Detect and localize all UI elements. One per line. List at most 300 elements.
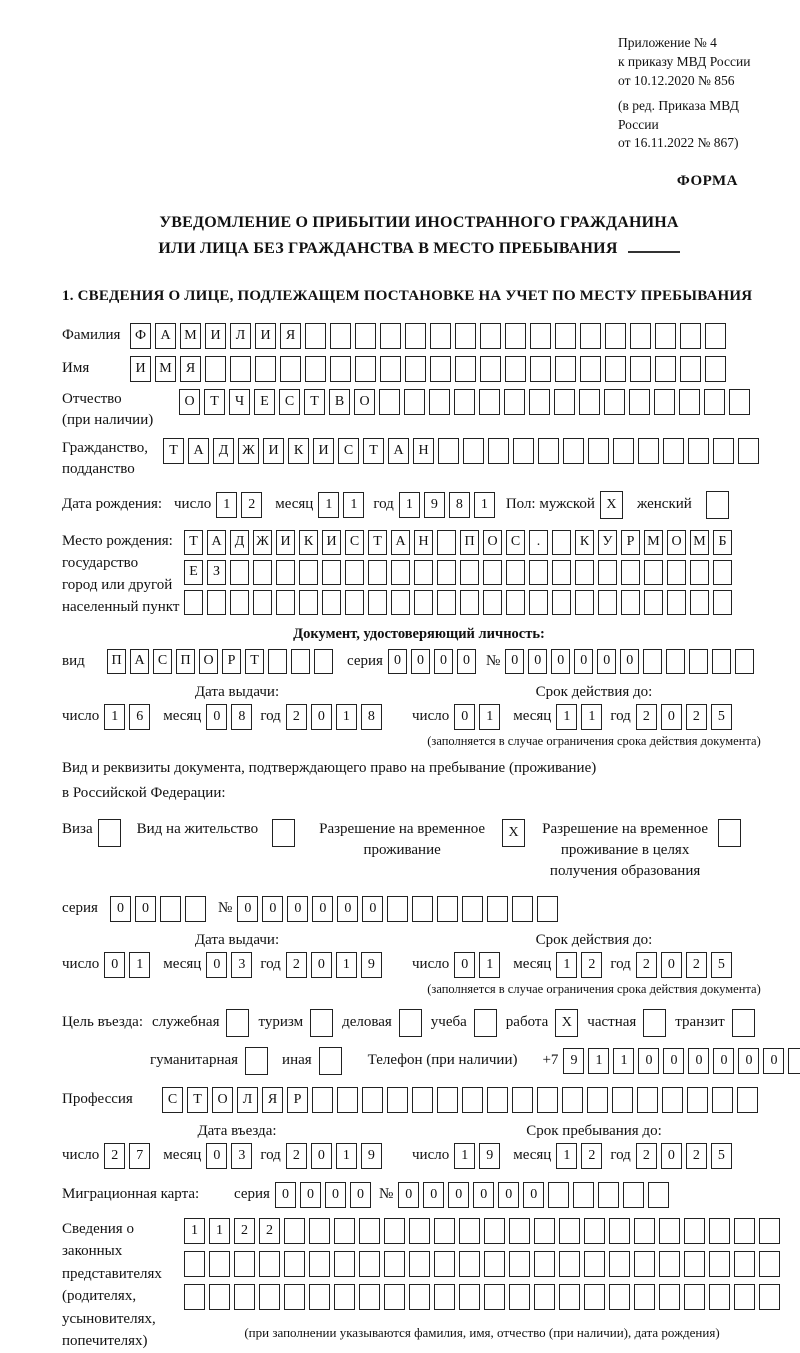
char-cell[interactable]: 9 (424, 492, 445, 518)
char-cell[interactable] (659, 1218, 680, 1244)
char-cell[interactable] (253, 590, 272, 615)
char-cell[interactable] (209, 1284, 230, 1310)
char-cell[interactable] (380, 356, 401, 382)
char-cell[interactable]: 1 (581, 704, 602, 730)
char-cell[interactable] (384, 1218, 405, 1244)
char-cell[interactable] (505, 356, 526, 382)
char-cell[interactable] (584, 1284, 605, 1310)
char-cell[interactable] (598, 560, 617, 585)
char-cell[interactable]: 1 (129, 952, 150, 978)
char-cell[interactable]: Д (230, 530, 249, 555)
phone-cells[interactable] (563, 1048, 800, 1074)
char-cell[interactable]: 0 (434, 649, 453, 674)
char-cell[interactable] (184, 1284, 205, 1310)
char-cell[interactable]: Т (184, 530, 203, 555)
char-cell[interactable] (399, 1009, 422, 1037)
char-cell[interactable]: 0 (275, 1182, 296, 1208)
char-cell[interactable]: 2 (241, 492, 262, 518)
char-cell[interactable]: Л (237, 1087, 258, 1113)
char-cell[interactable] (355, 356, 376, 382)
char-cell[interactable] (534, 1251, 555, 1277)
char-cell[interactable]: 0 (362, 896, 383, 922)
char-cell[interactable] (587, 1087, 608, 1113)
sex-male-checkbox[interactable] (600, 491, 623, 519)
char-cell[interactable] (276, 560, 295, 585)
char-cell[interactable] (629, 389, 650, 415)
char-cell[interactable]: 1 (454, 1143, 475, 1169)
firstname-cells[interactable] (130, 356, 726, 382)
char-cell[interactable] (384, 1284, 405, 1310)
char-cell[interactable] (709, 1284, 730, 1310)
char-cell[interactable] (368, 560, 387, 585)
char-cell[interactable] (584, 1218, 605, 1244)
char-cell[interactable] (405, 356, 426, 382)
char-cell[interactable] (529, 590, 548, 615)
char-cell[interactable]: 1 (104, 704, 125, 730)
char-cell[interactable] (613, 438, 634, 464)
char-cell[interactable]: 2 (581, 952, 602, 978)
purpose-transit-checkbox[interactable] (732, 1009, 755, 1037)
char-cell[interactable] (160, 896, 181, 922)
char-cell[interactable] (284, 1251, 305, 1277)
char-cell[interactable] (530, 356, 551, 382)
char-cell[interactable] (412, 1087, 433, 1113)
char-cell[interactable] (272, 819, 295, 847)
char-cell[interactable] (488, 438, 509, 464)
char-cell[interactable]: 0 (454, 952, 475, 978)
char-cell[interactable] (621, 590, 640, 615)
char-cell[interactable] (718, 819, 741, 847)
char-cell[interactable]: 0 (597, 649, 616, 674)
char-cell[interactable]: П (107, 649, 126, 674)
char-cell[interactable] (387, 1087, 408, 1113)
char-cell[interactable] (655, 323, 676, 349)
char-cell[interactable] (732, 1009, 755, 1037)
purpose-other-checkbox[interactable] (319, 1047, 342, 1075)
char-cell[interactable] (709, 1218, 730, 1244)
char-cell[interactable] (259, 1251, 280, 1277)
char-cell[interactable] (487, 896, 508, 922)
char-cell[interactable]: Т (363, 438, 384, 464)
char-cell[interactable]: 0 (337, 896, 358, 922)
char-cell[interactable] (552, 560, 571, 585)
stay-month-cells[interactable] (556, 1143, 602, 1169)
char-cell[interactable]: 0 (411, 649, 430, 674)
char-cell[interactable] (709, 1251, 730, 1277)
char-cell[interactable]: С (338, 438, 359, 464)
char-cell[interactable]: 0 (528, 649, 547, 674)
birth-year-cells[interactable] (399, 492, 495, 518)
char-cell[interactable]: 0 (206, 704, 227, 730)
char-cell[interactable]: 2 (234, 1218, 255, 1244)
birth-day-cells[interactable] (216, 492, 262, 518)
char-cell[interactable] (312, 1087, 333, 1113)
char-cell[interactable]: Ф (130, 323, 151, 349)
char-cell[interactable]: Т (163, 438, 184, 464)
char-cell[interactable] (644, 590, 663, 615)
char-cell[interactable] (209, 1251, 230, 1277)
char-cell[interactable]: 0 (713, 1048, 734, 1074)
char-cell[interactable] (504, 389, 525, 415)
char-cell[interactable]: И (263, 438, 284, 464)
purpose-tourism-checkbox[interactable] (310, 1009, 333, 1037)
valid-day-cells[interactable] (454, 952, 500, 978)
char-cell[interactable] (268, 649, 287, 674)
char-cell[interactable]: О (212, 1087, 233, 1113)
char-cell[interactable]: Я (262, 1087, 283, 1113)
char-cell[interactable] (322, 590, 341, 615)
char-cell[interactable]: З (207, 560, 226, 585)
char-cell[interactable] (659, 1284, 680, 1310)
char-cell[interactable] (648, 1182, 669, 1208)
char-cell[interactable]: 2 (636, 952, 657, 978)
char-cell[interactable]: П (460, 530, 479, 555)
char-cell[interactable]: П (176, 649, 195, 674)
issue-day-cells[interactable] (104, 704, 150, 730)
char-cell[interactable]: 0 (620, 649, 639, 674)
char-cell[interactable]: 1 (336, 704, 357, 730)
char-cell[interactable] (459, 1251, 480, 1277)
char-cell[interactable] (345, 590, 364, 615)
char-cell[interactable]: 0 (104, 952, 125, 978)
char-cell[interactable] (662, 1087, 683, 1113)
char-cell[interactable] (309, 1284, 330, 1310)
char-cell[interactable] (462, 896, 483, 922)
char-cell[interactable] (604, 389, 625, 415)
char-cell[interactable] (414, 560, 433, 585)
char-cell[interactable]: 0 (523, 1182, 544, 1208)
char-cell[interactable] (684, 1251, 705, 1277)
char-cell[interactable] (234, 1284, 255, 1310)
char-cell[interactable]: И (205, 323, 226, 349)
char-cell[interactable] (284, 1284, 305, 1310)
char-cell[interactable]: 1 (399, 492, 420, 518)
char-cell[interactable] (462, 1087, 483, 1113)
char-cell[interactable]: 0 (551, 649, 570, 674)
char-cell[interactable] (680, 323, 701, 349)
char-cell[interactable] (612, 1087, 633, 1113)
char-cell[interactable]: Т (304, 389, 325, 415)
char-cell[interactable] (506, 590, 525, 615)
char-cell[interactable]: 5 (711, 1143, 732, 1169)
char-cell[interactable] (330, 323, 351, 349)
char-cell[interactable]: 0 (473, 1182, 494, 1208)
char-cell[interactable] (512, 896, 533, 922)
char-cell[interactable] (409, 1218, 430, 1244)
issue-day-cells[interactable] (104, 952, 150, 978)
char-cell[interactable] (509, 1251, 530, 1277)
char-cell[interactable] (391, 590, 410, 615)
char-cell[interactable]: 1 (556, 704, 577, 730)
char-cell[interactable]: У (598, 530, 617, 555)
char-cell[interactable]: X (600, 491, 623, 519)
char-cell[interactable]: О (667, 530, 686, 555)
char-cell[interactable] (759, 1251, 780, 1277)
char-cell[interactable] (623, 1182, 644, 1208)
purpose-work-checkbox[interactable] (555, 1009, 578, 1037)
sex-female-checkbox[interactable] (706, 491, 729, 519)
char-cell[interactable] (319, 1047, 342, 1075)
char-cell[interactable] (734, 1251, 755, 1277)
char-cell[interactable] (437, 590, 456, 615)
birth-place-row3-cells[interactable] (184, 590, 732, 615)
birth-place-row1-cells[interactable] (184, 530, 732, 555)
char-cell[interactable]: 5 (711, 704, 732, 730)
char-cell[interactable]: 0 (311, 704, 332, 730)
char-cell[interactable] (230, 356, 251, 382)
char-cell[interactable]: Ч (229, 389, 250, 415)
char-cell[interactable] (309, 1218, 330, 1244)
purpose-private-checkbox[interactable] (643, 1009, 666, 1037)
char-cell[interactable] (355, 323, 376, 349)
char-cell[interactable] (234, 1251, 255, 1277)
doc-kind-cells[interactable] (107, 649, 333, 674)
char-cell[interactable] (506, 560, 525, 585)
char-cell[interactable] (359, 1251, 380, 1277)
purpose-study-checkbox[interactable] (474, 1009, 497, 1037)
char-cell[interactable] (384, 1251, 405, 1277)
char-cell[interactable] (391, 560, 410, 585)
char-cell[interactable] (460, 560, 479, 585)
char-cell[interactable]: 0 (661, 1143, 682, 1169)
char-cell[interactable] (438, 438, 459, 464)
char-cell[interactable]: А (155, 323, 176, 349)
valid-day-cells[interactable] (454, 704, 500, 730)
char-cell[interactable]: 0 (423, 1182, 444, 1208)
char-cell[interactable] (474, 1009, 497, 1037)
char-cell[interactable]: Ж (238, 438, 259, 464)
char-cell[interactable] (459, 1218, 480, 1244)
char-cell[interactable] (712, 649, 731, 674)
char-cell[interactable]: М (155, 356, 176, 382)
char-cell[interactable] (537, 1087, 558, 1113)
char-cell[interactable] (276, 590, 295, 615)
char-cell[interactable]: 2 (636, 704, 657, 730)
char-cell[interactable]: 0 (454, 704, 475, 730)
char-cell[interactable] (310, 1009, 333, 1037)
char-cell[interactable]: Т (245, 649, 264, 674)
char-cell[interactable] (460, 590, 479, 615)
char-cell[interactable] (666, 649, 685, 674)
char-cell[interactable]: 1 (479, 952, 500, 978)
char-cell[interactable] (334, 1251, 355, 1277)
char-cell[interactable]: О (199, 649, 218, 674)
valid-year-cells[interactable] (636, 704, 732, 730)
char-cell[interactable]: 1 (474, 492, 495, 518)
char-cell[interactable] (330, 356, 351, 382)
char-cell[interactable] (98, 819, 121, 847)
char-cell[interactable] (735, 649, 754, 674)
char-cell[interactable] (291, 649, 310, 674)
char-cell[interactable] (690, 590, 709, 615)
char-cell[interactable] (562, 1087, 583, 1113)
doc-series-cells[interactable] (388, 649, 476, 674)
char-cell[interactable] (334, 1284, 355, 1310)
char-cell[interactable]: 0 (311, 1143, 332, 1169)
char-cell[interactable]: 0 (498, 1182, 519, 1208)
char-cell[interactable] (634, 1218, 655, 1244)
char-cell[interactable]: 5 (711, 952, 732, 978)
doc-number-cells[interactable] (505, 649, 754, 674)
char-cell[interactable]: В (329, 389, 350, 415)
char-cell[interactable]: 9 (361, 952, 382, 978)
char-cell[interactable] (759, 1218, 780, 1244)
char-cell[interactable]: И (322, 530, 341, 555)
profession-cells[interactable] (162, 1087, 758, 1113)
char-cell[interactable] (437, 1087, 458, 1113)
char-cell[interactable] (655, 356, 676, 382)
char-cell[interactable] (712, 1087, 733, 1113)
char-cell[interactable] (184, 1251, 205, 1277)
char-cell[interactable]: 0 (688, 1048, 709, 1074)
char-cell[interactable] (630, 323, 651, 349)
char-cell[interactable] (552, 530, 571, 555)
char-cell[interactable]: 0 (110, 896, 131, 922)
char-cell[interactable] (713, 590, 732, 615)
char-cell[interactable]: Т (204, 389, 225, 415)
valid-year-cells[interactable] (636, 952, 732, 978)
char-cell[interactable] (529, 389, 550, 415)
char-cell[interactable]: 2 (686, 1143, 707, 1169)
char-cell[interactable]: 0 (312, 896, 333, 922)
char-cell[interactable]: М (690, 530, 709, 555)
char-cell[interactable]: 2 (636, 1143, 657, 1169)
char-cell[interactable] (368, 590, 387, 615)
char-cell[interactable] (379, 389, 400, 415)
char-cell[interactable]: 2 (686, 952, 707, 978)
char-cell[interactable]: С (162, 1087, 183, 1113)
char-cell[interactable] (337, 1087, 358, 1113)
char-cell[interactable] (405, 323, 426, 349)
char-cell[interactable]: 1 (613, 1048, 634, 1074)
edu-residence-checkbox[interactable] (718, 819, 741, 847)
char-cell[interactable] (509, 1218, 530, 1244)
char-cell[interactable]: И (130, 356, 151, 382)
char-cell[interactable]: 9 (361, 1143, 382, 1169)
purpose-official-checkbox[interactable] (226, 1009, 249, 1037)
char-cell[interactable] (205, 356, 226, 382)
char-cell[interactable] (434, 1251, 455, 1277)
char-cell[interactable]: 0 (262, 896, 283, 922)
char-cell[interactable] (548, 1182, 569, 1208)
char-cell[interactable] (667, 590, 686, 615)
char-cell[interactable]: 2 (259, 1218, 280, 1244)
char-cell[interactable]: К (575, 530, 594, 555)
char-cell[interactable]: А (388, 438, 409, 464)
char-cell[interactable]: 1 (556, 1143, 577, 1169)
citizenship-cells[interactable] (163, 438, 759, 464)
char-cell[interactable] (437, 896, 458, 922)
char-cell[interactable] (759, 1284, 780, 1310)
char-cell[interactable] (459, 1284, 480, 1310)
char-cell[interactable] (637, 1087, 658, 1113)
temp-residence-checkbox[interactable] (502, 819, 525, 847)
char-cell[interactable] (634, 1251, 655, 1277)
char-cell[interactable] (226, 1009, 249, 1037)
char-cell[interactable] (305, 356, 326, 382)
char-cell[interactable]: 8 (449, 492, 470, 518)
char-cell[interactable] (487, 1087, 508, 1113)
char-cell[interactable] (659, 1251, 680, 1277)
char-cell[interactable] (322, 560, 341, 585)
char-cell[interactable]: 0 (763, 1048, 784, 1074)
char-cell[interactable] (598, 590, 617, 615)
char-cell[interactable]: Р (222, 649, 241, 674)
char-cell[interactable]: С (345, 530, 364, 555)
char-cell[interactable] (734, 1284, 755, 1310)
char-cell[interactable]: 2 (286, 1143, 307, 1169)
char-cell[interactable] (230, 590, 249, 615)
char-cell[interactable] (554, 389, 575, 415)
char-cell[interactable] (580, 323, 601, 349)
char-cell[interactable] (483, 590, 502, 615)
char-cell[interactable] (184, 590, 203, 615)
entry-year-cells[interactable] (286, 1143, 382, 1169)
char-cell[interactable] (404, 389, 425, 415)
char-cell[interactable]: С (506, 530, 525, 555)
char-cell[interactable]: 0 (574, 649, 593, 674)
char-cell[interactable] (534, 1284, 555, 1310)
char-cell[interactable] (484, 1251, 505, 1277)
char-cell[interactable]: 0 (325, 1182, 346, 1208)
char-cell[interactable] (380, 323, 401, 349)
char-cell[interactable]: Е (184, 560, 203, 585)
char-cell[interactable]: К (288, 438, 309, 464)
char-cell[interactable] (309, 1251, 330, 1277)
char-cell[interactable]: 0 (350, 1182, 371, 1208)
residence-permit-checkbox[interactable] (272, 819, 295, 847)
char-cell[interactable] (454, 389, 475, 415)
char-cell[interactable]: Л (230, 323, 251, 349)
char-cell[interactable] (705, 356, 726, 382)
char-cell[interactable]: 0 (738, 1048, 759, 1074)
char-cell[interactable] (434, 1284, 455, 1310)
char-cell[interactable]: И (255, 323, 276, 349)
char-cell[interactable] (538, 438, 559, 464)
char-cell[interactable] (704, 389, 725, 415)
char-cell[interactable] (245, 1047, 268, 1075)
char-cell[interactable]: 3 (231, 952, 252, 978)
char-cell[interactable]: 9 (479, 1143, 500, 1169)
purpose-business-checkbox[interactable] (399, 1009, 422, 1037)
char-cell[interactable]: С (153, 649, 172, 674)
char-cell[interactable] (345, 560, 364, 585)
char-cell[interactable]: 2 (104, 1143, 125, 1169)
char-cell[interactable] (437, 530, 456, 555)
stay-year-cells[interactable] (636, 1143, 732, 1169)
char-cell[interactable]: 0 (311, 952, 332, 978)
purpose-humanitarian-checkbox[interactable] (245, 1047, 268, 1075)
char-cell[interactable] (559, 1284, 580, 1310)
char-cell[interactable] (509, 1284, 530, 1310)
char-cell[interactable] (643, 649, 662, 674)
issue-year-cells[interactable] (286, 952, 382, 978)
char-cell[interactable]: 1 (184, 1218, 205, 1244)
char-cell[interactable] (588, 438, 609, 464)
char-cell[interactable] (687, 1087, 708, 1113)
char-cell[interactable] (705, 323, 726, 349)
char-cell[interactable]: М (180, 323, 201, 349)
char-cell[interactable]: А (207, 530, 226, 555)
char-cell[interactable] (484, 1284, 505, 1310)
char-cell[interactable]: Т (187, 1087, 208, 1113)
char-cell[interactable] (563, 438, 584, 464)
char-cell[interactable] (412, 896, 433, 922)
char-cell[interactable] (299, 560, 318, 585)
char-cell[interactable]: . (529, 530, 548, 555)
issue-month-cells[interactable] (206, 952, 252, 978)
char-cell[interactable] (484, 1218, 505, 1244)
